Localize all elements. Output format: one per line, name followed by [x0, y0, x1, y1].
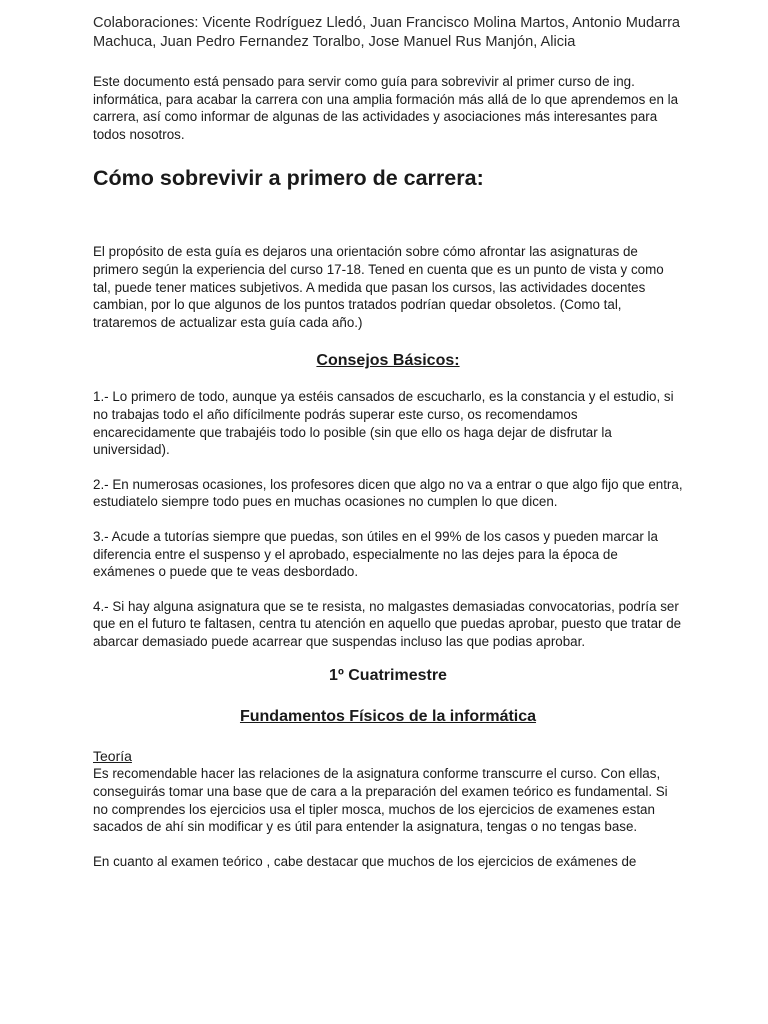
subject-heading: Fundamentos Físicos de la informática [239, 708, 537, 726]
purpose-paragraph: El propósito de esta guía es dejaros una orientación sobre cómo afrontar las asignaturas de primero según la experiencia del curso 17-18. Tened en cuenta que es un punto de vista y como tal, puede tener matices subjetivos. A medida que pasan los cursos, las actividades docentes cambian, por lo que algunos de los puntos tratados podrían quedar obsoletos. (Como tal, trataremos de actualizar esta guía cada año.) [93, 244, 664, 330]
credits-line: Colaboraciones: Vicente Rodríguez Lledó, Juan Francisco Molina Martos, Antonio Mudarra Machuca, Juan Pedro Fernandez Toralbo, Jose Manuel Rus Manjón, Alicia [93, 15, 681, 50]
document-page [93, 14, 683, 870]
intro-paragraph: Este documento está pensado para servir como guía para sobrevivir al primer curso de ing. informática, para acabar la carrera con una amplia formación más allá de lo que aprendemos en la carrera, así como informar de algunas de las actividades y asociaciones más interesantes para todos nosotros. [93, 74, 679, 142]
tip-item: 1.- Lo primero de todo, aunque ya estéis cansados de escucharlo, es la constancia y el estudio, si no trabajas todo el año difícilmente podrás superar este curso, os recomendamos encarecidamente que trabajéis todo lo posible (sin que ello os haga dejar de disfrutar la universidad). [93, 389, 674, 458]
cuatrimestre-heading: 1º Cuatrimestre [329, 667, 447, 685]
consejos-heading: Consejos Básicos: [316, 352, 460, 370]
theory-paragraph: Es recomendable hacer las relaciones de la asignatura conforme transcurre el curso. Con ellas, conseguirás tomar una base que de cara a la preparación del examen teórico es fundamental. Si no comprendes los ejercicios usa el tipler mosca, muchos de los ejercicios de examenes estan sacados de ahí sin modificar y es útil para entender la asignatura, tengas o no tengas base. [93, 766, 668, 835]
tip-item: 4.- Si hay alguna asignatura que se te resista, no malgastes demasiadas convocatorias, podría ser que en el futuro te faltasen, centra tu atención en aquello que puedas aprobar, puesto que tratar de abarcar demasiado puede acarrear que suspendas incluso las que podias aprobar. [93, 598, 682, 649]
tip-item: 3.- Acude a tutorías siempre que puedas, son útiles en el 99% de los casos y pueden marcar la diferencia entre el suspenso y el aprobado, especialmente no las dejes para la época de exámenes o puede que te veas desbordado. [93, 528, 658, 580]
tip-item: 2.- En numerosas ocasiones, los profesores dicen que algo no va a entrar o que algo fijo que entra, estudiatelo siempre todo pues en muchas ocasiones no cumplen lo que dicen. [93, 476, 683, 510]
exam-paragraph: En cuanto al examen teórico , cabe destacar que muchos de los ejercicios de exámenes de [93, 853, 637, 869]
theory-subheading: Teoría [93, 748, 132, 765]
document-title: Cómo sobrevivir a primero de carrera: [93, 166, 484, 191]
